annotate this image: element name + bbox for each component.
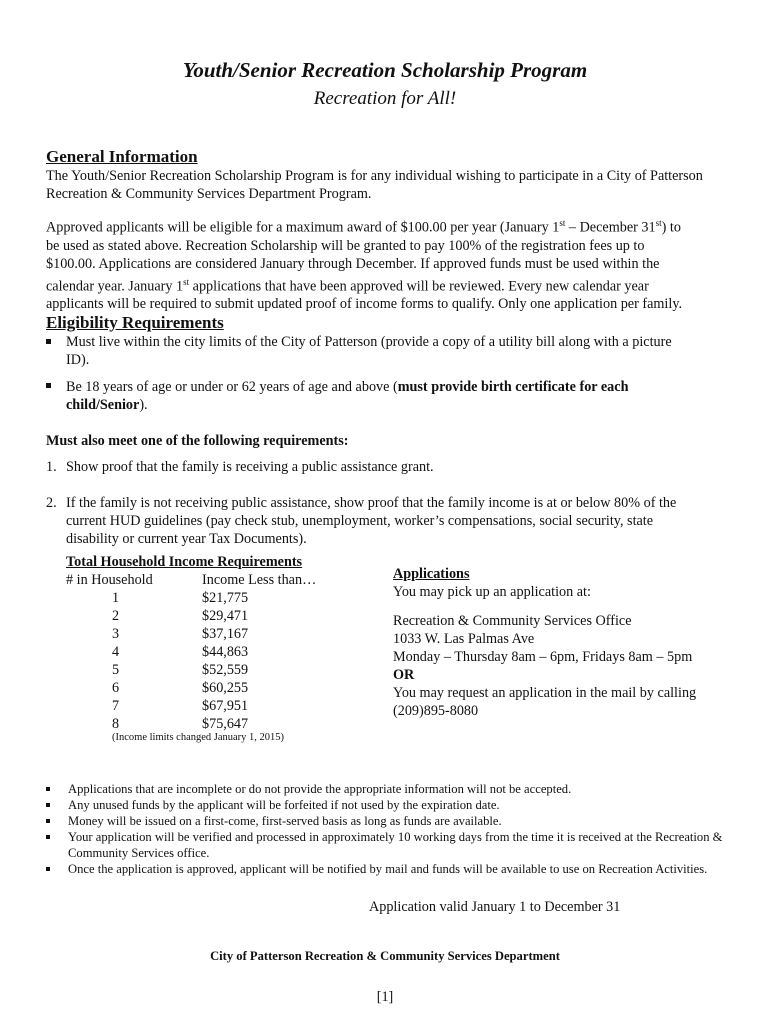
- income-limit: $37,167: [202, 626, 249, 642]
- general-info-heading: General Information: [46, 147, 198, 166]
- eligibility-heading: Eligibility Requirements: [46, 313, 224, 332]
- document-title: Youth/Senior Recreation Scholarship Program: [182, 58, 588, 82]
- note-item-1: Applications that are incomplete or do not provide the appropriate information will not be accepted.: [68, 782, 572, 796]
- note-item-5: Once the application is approved, applicant will be notified by mail and funds will be available to use on Recreation Activities.: [68, 862, 708, 876]
- bullet-icon: [46, 787, 50, 791]
- household-count: 8: [112, 716, 120, 732]
- household-count: 2: [112, 608, 120, 624]
- general-info-para2: Approved applicants will be eligible for a maximum award of $100.00 per year (January 1st – December 31st) to be used as stated above. Recreation Scholarship will be granted to pay 100% of the registration fees up to $100.00. Applications are considered January through December. If approved funds must be used within the calendar year. January 1st applications that have been approved will be reviewed. Every new calendar year applicants will be required to submit updated proof of income forms to qualify. Only one application per family.: [46, 218, 683, 313]
- household-count: 7: [112, 698, 120, 714]
- office-name: Recreation & Community Services Office: [393, 613, 632, 629]
- phone-number: (209)895-8080: [393, 703, 479, 719]
- mail-request: You may request an application in the mail by calling: [393, 685, 697, 701]
- requirement-2: If the family is not receiving public assistance, show proof that the family income is at or below 80% of the current HUD guidelines (pay check stub, unemployment, worker’s compensations, social security, state disability or current year Tax Documents).: [66, 495, 677, 547]
- household-count: 1: [112, 590, 120, 606]
- note-item-2: Any unused funds by the applicant will be forfeited if not used by the expiration date.: [68, 798, 500, 812]
- income-limit: $21,775: [202, 590, 249, 606]
- office-address: 1033 W. Las Palmas Ave: [393, 631, 535, 647]
- income-limit: $60,255: [202, 680, 249, 696]
- page-number: [1]: [376, 989, 394, 1005]
- document-subtitle: Recreation for All!: [313, 88, 457, 109]
- household-count: 6: [112, 680, 120, 696]
- income-note: (Income limits changed January 1, 2015): [112, 732, 285, 743]
- or-label: OR: [393, 667, 415, 683]
- household-count: 4: [112, 644, 120, 660]
- income-col-amount: Income Less than…: [202, 572, 317, 588]
- applications-pickup: You may pick up an application at:: [393, 584, 591, 600]
- income-limit: $29,471: [202, 608, 249, 624]
- office-hours: Monday – Thursday 8am – 6pm, Fridays 8am – 5pm: [393, 649, 693, 665]
- household-count: 3: [112, 626, 120, 642]
- bullet-icon: [46, 867, 50, 871]
- income-table-heading: Total Household Income Requirements: [66, 554, 303, 570]
- general-info-para1: The Youth/Senior Recreation Scholarship Program is for any individual wishing to participate in a City of Patterson Recreation & Community Services Department Program.: [46, 168, 703, 202]
- bullet-icon: [46, 803, 50, 807]
- must-also-heading: Must also meet one of the following requirements:: [46, 433, 349, 449]
- eligibility-item-2: Be 18 years of age or under or 62 years of age and above (must provide birth certificate for each child/Senior).: [66, 379, 629, 413]
- income-limit: $67,951: [202, 698, 249, 714]
- bullet-icon: [46, 835, 50, 839]
- income-limit: $52,559: [202, 662, 249, 678]
- note-item-4: Your application will be verified and processed in approximately 10 working days from the time it is received at the Recreation & Community Services office.: [68, 830, 723, 860]
- bullet-icon: [46, 339, 51, 344]
- applications-heading: Applications: [393, 566, 470, 582]
- requirement-1: Show proof that the family is receiving a public assistance grant.: [66, 459, 434, 475]
- requirement-2-number: 2.: [46, 495, 57, 511]
- requirement-1-number: 1.: [46, 459, 57, 475]
- department-footer: City of Patterson Recreation & Community Services Department: [210, 949, 560, 963]
- eligibility-item-1: Must live within the city limits of the City of Patterson (provide a copy of a utility bill along with a picture ID).: [66, 334, 672, 368]
- bullet-icon: [46, 819, 50, 823]
- income-limit: $75,647: [202, 716, 249, 732]
- household-count: 5: [112, 662, 120, 678]
- valid-period: Application valid January 1 to December 31: [369, 899, 621, 915]
- income-col-household: # in Household: [66, 572, 153, 588]
- bullet-icon: [46, 383, 51, 388]
- note-item-3: Money will be issued on a first-come, first-served basis as long as funds are available.: [68, 814, 502, 828]
- income-limit: $44,863: [202, 644, 249, 660]
